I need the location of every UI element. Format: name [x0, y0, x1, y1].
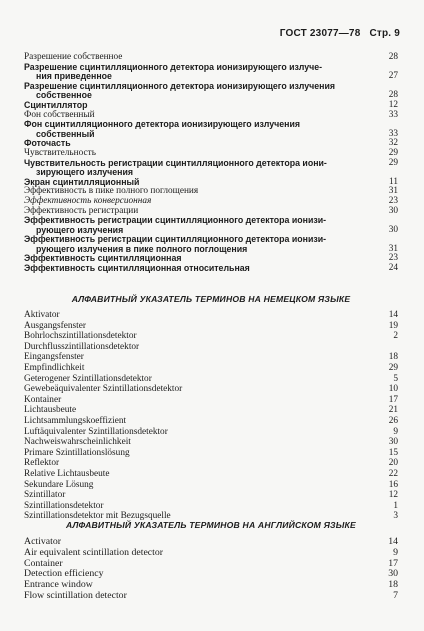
- index-term: Empfindlichkeit: [24, 362, 85, 373]
- standard-number: ГОСТ 23077—78: [279, 28, 361, 39]
- index-page-number: 22: [388, 468, 398, 479]
- german-index-list: [24, 310, 398, 522]
- index-term: Экран сцинтилляционный: [24, 176, 140, 187]
- german-index-row: [24, 363, 398, 374]
- index-term: Фоточасть: [24, 138, 71, 149]
- german-index-row: [24, 416, 398, 427]
- index-term: Эффективность регистрации: [24, 205, 139, 216]
- index-page-number: 30: [388, 437, 398, 448]
- german-index-row: [24, 331, 398, 342]
- index-page-number: 24: [388, 263, 398, 274]
- german-index-row: [24, 342, 398, 353]
- index-term: Relative Lichtausbeute: [24, 468, 110, 479]
- english-index-row: [24, 548, 398, 559]
- index-term: Container: [24, 557, 63, 569]
- index-page-number: 26: [388, 415, 398, 426]
- index-term: Szintillator: [24, 490, 66, 501]
- index-page-number: 20: [388, 458, 398, 469]
- index-term: Sekundare Lösung: [24, 479, 94, 490]
- russian-index-continuation: [24, 53, 398, 274]
- german-index-title: АЛФАВИТНЫЙ УКАЗАТЕЛЬ ТЕРМИНОВ НА НЕМЕЦКОМ ЯЗЫКЕ: [71, 294, 351, 304]
- index-page-number: 12: [388, 490, 398, 501]
- index-term: Nachweiswahrscheinlichkeit: [24, 437, 131, 448]
- page-header: [274, 28, 400, 39]
- index-page-number: 30: [388, 205, 398, 216]
- index-term: Разрешение сцинтилляционного детектора ионизирующего излучения: [24, 80, 336, 91]
- index-page-number: 3: [393, 511, 398, 522]
- index-term: Geterogener Szintillationsdetektor: [24, 373, 152, 384]
- german-index-row: [24, 384, 398, 395]
- german-index-row: [24, 321, 398, 332]
- index-term: Primare Szintillationslösung: [24, 447, 130, 458]
- index-term: Ausgangsfenster: [24, 320, 86, 331]
- index-term: Lichtsammlungskoeffizient: [24, 415, 127, 426]
- index-term: Szintillationsdetektor: [24, 500, 104, 511]
- index-page-number: 10: [388, 384, 398, 395]
- index-page-number: 17: [388, 557, 398, 569]
- index-page-number: 18: [388, 579, 398, 591]
- index-page-number: 31: [388, 186, 398, 197]
- index-term: зирующего излучения: [36, 167, 134, 178]
- index-page-number: 19: [388, 320, 398, 331]
- index-term: Gewebeäquivalenter Szintillationsdetektor: [24, 384, 183, 395]
- index-term: Эффективность в пике полного поглощения: [24, 186, 199, 197]
- index-term: собственный: [36, 128, 95, 139]
- index-term: Lichtausbeute: [24, 405, 77, 416]
- index-term: ния приведенное: [36, 71, 112, 82]
- index-page-number: 30: [388, 568, 398, 580]
- german-index-row: [24, 469, 398, 480]
- german-index-row: [24, 437, 398, 448]
- index-page-number: 16: [388, 479, 398, 490]
- index-term: Эффективность сцинтилляционная: [24, 253, 182, 264]
- index-term: Eingangsfenster: [24, 352, 84, 363]
- german-index-row: [24, 458, 398, 469]
- german-index-row: [24, 374, 398, 385]
- index-page-number: 14: [388, 536, 398, 547]
- russian-index-row: [24, 130, 398, 140]
- index-term: Activator: [24, 536, 61, 547]
- german-index-row: [24, 427, 398, 438]
- index-term: Фон сцинтилляционного детектора ионизирующего излучения: [24, 119, 300, 130]
- index-page-number: 29: [388, 147, 398, 158]
- index-page-number: 9: [393, 426, 398, 437]
- english-index-title: АЛФАВИТНЫЙ УКАЗАТЕЛЬ ТЕРМИНОВ НА АНГЛИЙСКОМ ЯЗЫКЕ: [66, 520, 356, 530]
- index-term: Durchflusszintillationsdetektor: [24, 341, 140, 352]
- german-index-row: [24, 480, 398, 491]
- index-page-number: 17: [388, 394, 398, 405]
- index-term: Aktivator: [24, 310, 60, 320]
- german-index-row: [24, 395, 398, 406]
- index-term: Reflektor: [24, 458, 60, 469]
- english-index-list: [24, 537, 398, 602]
- index-term: Luftäquivalenter Szintillationsdetektor: [24, 426, 168, 437]
- index-term: Сцинтиллятор: [24, 99, 88, 110]
- english-index-row: [24, 591, 398, 602]
- index-page-number: 29: [388, 157, 398, 168]
- index-term: Эффективность регистрации сцинтилляционного детектора ионизи-: [24, 234, 327, 245]
- index-term: Чувствительность: [24, 147, 96, 158]
- index-term: Air equivalent scintillation detector: [24, 546, 164, 558]
- index-term: Bohrlochszintillationsdetektor: [24, 331, 137, 342]
- index-term: Чувствительность регистрации сцинтилляционного детектора иони-: [24, 157, 327, 168]
- index-term: Фон собственный: [24, 109, 95, 120]
- german-index-row: [24, 352, 398, 363]
- index-page-number: 33: [388, 109, 398, 120]
- german-index-row: [24, 310, 398, 321]
- german-index-row: [24, 490, 398, 501]
- index-term: Эффективность регистрации сцинтилляционного детектора ионизи-: [24, 215, 327, 226]
- index-page-number: 1: [393, 500, 398, 511]
- index-page-number: 33: [388, 128, 398, 139]
- index-page-number: 23: [388, 253, 398, 264]
- index-page-number: 23: [388, 195, 398, 206]
- index-page-number: 31: [388, 243, 398, 254]
- index-page-number: 32: [388, 138, 398, 149]
- index-term: рующего излучения: [36, 224, 124, 235]
- index-term: Szintillationsdetektor mit Bezugsquelle: [24, 511, 171, 522]
- index-page-number: 5: [393, 373, 398, 384]
- index-term: рующего излучения в пике полного поглощения: [36, 243, 248, 254]
- index-page-number: 28: [388, 52, 398, 62]
- index-page-number: 12: [388, 99, 398, 110]
- german-index-row: [24, 501, 398, 512]
- index-page-number: 30: [388, 224, 398, 235]
- index-term: собственное: [36, 90, 92, 101]
- russian-index-row: [24, 264, 398, 274]
- index-page-number: 27: [388, 71, 398, 82]
- index-page-number: 14: [388, 310, 398, 320]
- index-page-number: 9: [393, 546, 398, 558]
- index-term: Detection efficiency: [24, 568, 104, 580]
- index-page-number: 15: [388, 447, 398, 458]
- index-term: Flow scintillation detector: [24, 589, 127, 601]
- index-term: Эффективность сцинтилляционная относительная: [24, 263, 250, 274]
- german-index-row: [24, 405, 398, 416]
- index-page-number: 7: [393, 589, 398, 601]
- index-page-number: 21: [388, 405, 398, 416]
- index-term: Разрешение собственное: [24, 52, 123, 62]
- index-page-number: 28: [388, 90, 398, 101]
- german-index-row: [24, 448, 398, 459]
- index-page-number: 2: [393, 331, 398, 342]
- page-number: Стр. 9: [369, 28, 400, 39]
- index-term: Kontainer: [24, 394, 62, 405]
- index-term: Entrance window: [24, 579, 93, 591]
- index-term: Эффективность конверсионная: [24, 195, 152, 206]
- index-page-number: 11: [389, 176, 398, 187]
- index-page-number: 18: [388, 352, 398, 363]
- index-term: Разрешение сцинтилляционного детектора ионизирующего излуче-: [24, 61, 323, 72]
- index-page-number: 29: [388, 362, 398, 373]
